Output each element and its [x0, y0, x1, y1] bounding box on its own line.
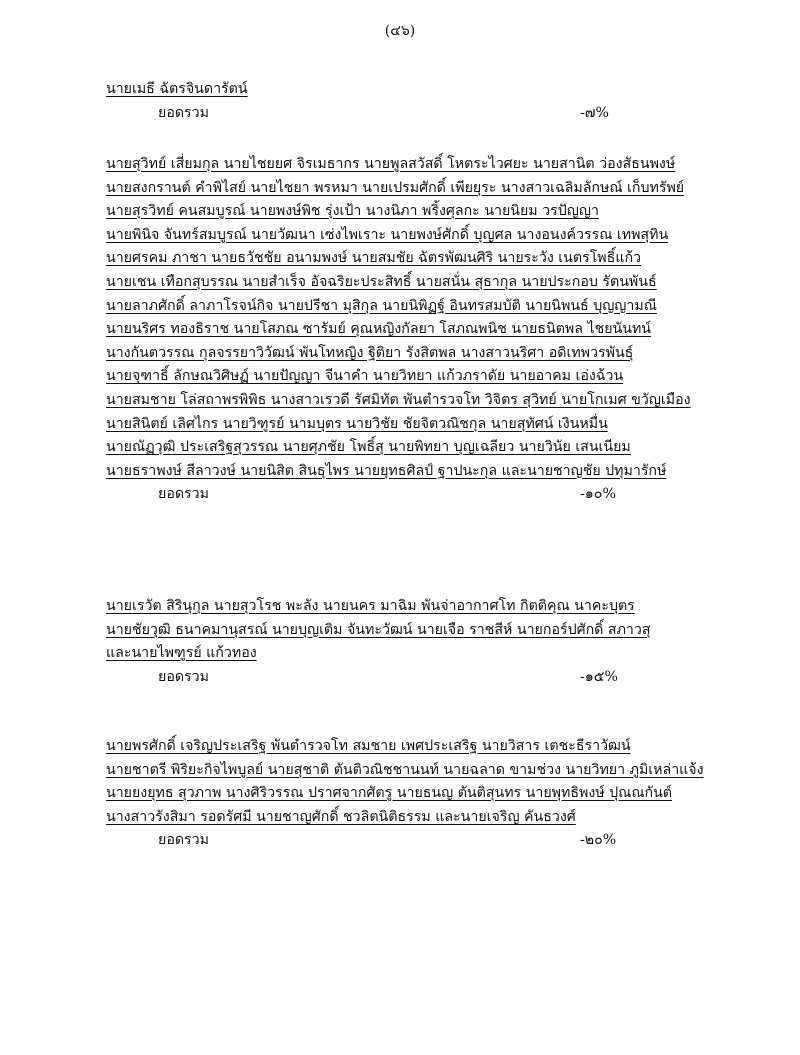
page-number: (๔๖)	[384, 23, 416, 39]
name-list	[106, 735, 746, 829]
name-line: นายจุฑาธิ์ ลักษณวิศิษฏ์ นายปัญญา จีนาคำ นายวิทยา แก้วภราดัย นายอาคม เอ่งฉ้วน	[106, 368, 624, 385]
name-group-4	[106, 735, 746, 851]
total-row	[106, 829, 746, 851]
total-value: -๗%	[580, 104, 609, 121]
name-line: นายเมธี ฉัตรจินดารัตน์	[106, 81, 248, 97]
name-line: นายเรวัต สิรินุกุล นายสุวโรช พะลัง นายนคร มาฉิม พันจ่าอากาศโท กิตติคุณ นาคะบุตร	[106, 598, 635, 614]
name-list	[106, 595, 746, 666]
total-label: ยอดรวม	[158, 486, 209, 503]
name-line: นายสุรวิทย์ คนสมบูรณ์ นายพงษ์พิช รุ่งเป้า นางนิภา พริ้งศุลกะ นายนิยม วรปัญญา	[106, 203, 599, 220]
name-line: นายธราพงษ์ สีลาวงษ์ นายนิสิต สินธุไพร นายยุทธศิลป์ ฐาปนะกุล และนายชาญชัย ปทุมารักษ์	[106, 462, 667, 479]
total-value: -๑๕%	[580, 668, 619, 685]
total-row	[106, 483, 746, 505]
total-value: -๒๐%	[580, 832, 617, 849]
name-line: นางสาวรังสิมา รอดรัศมี นายชาญศักดิ์ ชวลิตนิติธรรม และนายเจริญ คันธวงศ์	[106, 808, 576, 825]
name-line: นายชาตรี พิริยะกิจไพบูลย์ นายสุชาติ ตันติวณิชชานนท์ นายฉลาด ขามช่วง นายวิทยา ภูมิเหล่าแจ้ง	[106, 761, 704, 778]
name-line: นายศรคม ภาชา นายธวัชชัย อนามพงษ์ นายสมชัย ฉัตรพัฒนศิริ นายระวัง เนตรโพธิ์แก้ว	[106, 250, 642, 267]
name-list	[106, 153, 746, 483]
total-value: -๑๐%	[580, 486, 616, 503]
name-group-1	[106, 78, 746, 124]
name-line: นายยงยุทธ สุวภาพ นางศิริวรรณ ปราศจากศัตรู นายธนญ ตันติสุนทร นายพุทธิพงษ์ ปุณณกันต์	[106, 785, 672, 802]
name-line: นายณัฏวุฒิ ประเสริฐสุวรรณ นายศุภชัย โพธิ์สุ นายพิทยา บุญเฉลียว นายวินัย เสนเนียม	[106, 439, 631, 456]
name-line: นายลาภศักดิ์ ลาภาโรจน์กิจ นายปรีชา มุสิกุล นายนิพิฏฐ์ อินทรสมบัติ นายนิพนธ์ บุญญามณี	[106, 297, 657, 314]
name-line: นายเชน เทือกสุบรรณ นายสำเร็จ อัจฉริยะประสิทธิ์ นายสนั่น สุธากุล นายประกอบ รัตนพันธ์	[106, 273, 657, 290]
total-label: ยอดรวม	[158, 668, 209, 685]
name-group-2	[106, 153, 746, 505]
total-label: ยอดรวม	[158, 832, 209, 849]
name-line: นายชัยวุฒิ ธนาคมานุสรณ์ นายบุญเติม จันทะวัฒน์ นายเจือ ราชสีห์ นายกอร์ปศักดิ์ สภาวสุ	[106, 621, 651, 638]
name-line: นายสมชาย โล่สถาพรพิพิธ นางสาวเรวดี รัศมิทัต พันตำรวจโท วิจิตร สุวิทย์ นายโกเมศ ขวัญเมือง	[106, 391, 691, 408]
name-line: นายพรศักดิ์ เจริญประเสริฐ พันตำรวจโท สมชาย เพศประเสริฐ นายวิสาร เตชะธีราวัฒน์	[106, 738, 631, 754]
total-label: ยอดรวม	[158, 104, 209, 121]
name-line: นายสุวิทย์ เสี่ยมกุล นายไชยยศ จิรเมธากร นายพูลสวัสดิ์ โหตระไวศยะ นายสานิต ว่องสัธนพงษ์	[106, 156, 676, 172]
name-line: และนายไพฑูรย์ แก้วทอง	[106, 645, 257, 662]
total-row	[106, 102, 746, 124]
name-group-3	[106, 595, 746, 688]
name-line: นายนริศร ทองธิราช นายโสภณ ซารัมย์ คุณหญิงกัลยา โสภณพนิช นายธนิตพล ไชยนันทน์	[106, 321, 651, 338]
name-line: นายสินิตย์ เลิศไกร นายวิฑูรย์ นามบุตร นายวิชัย ชัยจิตวณิชกุล นายสุทัศน์ เงินหมื่น	[106, 415, 608, 432]
total-row	[106, 666, 746, 688]
name-list	[106, 78, 746, 102]
name-line: นายพินิจ จันทร์สมบูรณ์ นายวัฒนา เซ่งไพเราะ นายพงษ์ศักดิ์ บุญศล นางอนงค์วรรณ เทพสุทิน	[106, 226, 669, 243]
name-line: นางกันตวรรณ กุลจรรยาวิวัฒน์ พันโทหญิง ฐิติยา รังสิตพล นางสาวนริศา อดิเทพวรพันธุ์	[106, 344, 634, 361]
name-line: นายสงกรานต์ คำพิไสย์ นายไชยา พรหมา นายเปรมศักดิ์ เพียยุระ นางสาวเฉลิมลักษณ์ เก็บทรัพย์	[106, 179, 685, 196]
